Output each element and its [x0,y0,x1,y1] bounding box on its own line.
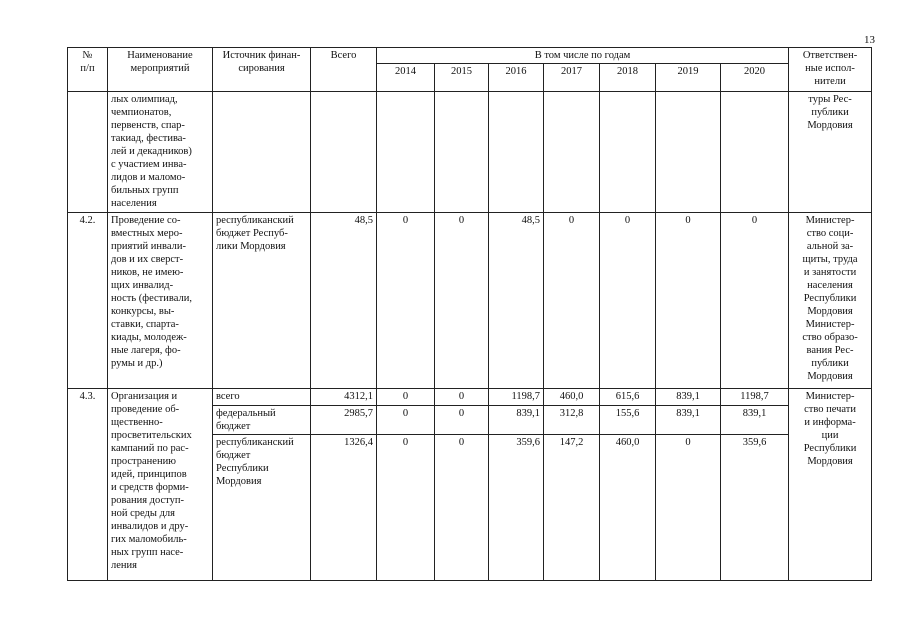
page-number: 13 [864,34,875,46]
responsible: Министер- ство соци- альной за- щиты, труда и занятости населения Республики Мордовия Министер- ство образо- вания Рес- публики Мордовия [789,213,872,389]
header-name: Наименование мероприятий [108,48,213,92]
measure-name: Организация и проведение об- щественно- просветительских кампаний по рас- пространению идей, принципов и средств форми- рования доступ- ной среды для инвалидов и дру- гих маломобиль- ных групп насе- ления [108,389,213,581]
year-value: 1198,7 [489,389,544,406]
year-value: 0 [600,213,656,389]
header-responsible: Ответствен- ные испол- нители [789,48,872,92]
year-value: 460,0 [544,389,600,406]
header-years-title: В том числе по годам [377,48,789,64]
year-value: 839,1 [656,389,721,406]
year-value: 0 [377,213,435,389]
funding-source: республиканский бюджет Респуб- лики Мордовия [213,213,311,389]
row-number: 4.2. [68,213,108,389]
funding-source: всего [213,389,311,406]
measure-name: Проведение со- вместных меро- приятий инвали- дов и их сверст- ников, не имею- щих инвалид- ность (фестивали, конкурсы, вы- ставки, спарта- киады, молодеж- ные лагеря, фо- румы и др.) [108,213,213,389]
year-value: 0 [435,213,489,389]
year-value: 0 [377,435,435,581]
year-value: 155,6 [600,406,656,435]
table-row-4-3 [68,389,872,406]
year-value: 48,5 [489,213,544,389]
year-value: 839,1 [721,406,789,435]
table-row-4-2 [68,213,872,389]
header-year: 2016 [489,64,544,92]
header-year: 2019 [656,64,721,92]
year-value: 312,8 [544,406,600,435]
year-value: 359,6 [721,435,789,581]
year-value: 0 [544,213,600,389]
total-value: 2985,7 [311,406,377,435]
header-year: 2015 [435,64,489,92]
header-row [68,48,872,64]
responsible: Министер- ство печати и информа- ции Республики Мордовия [789,389,872,581]
year-value: 0 [435,435,489,581]
total-value: 1326,4 [311,435,377,581]
year-value: 0 [656,435,721,581]
year-value: 0 [377,389,435,406]
year-value: 0 [721,213,789,389]
funding-source: республиканский бюджет Республики Мордовия [213,435,311,581]
year-value: 147,2 [544,435,600,581]
header-source: Источник финан- сирования [213,48,311,92]
year-value: 460,0 [600,435,656,581]
header-year: 2018 [600,64,656,92]
total-value: 4312,1 [311,389,377,406]
year-value: 0 [435,406,489,435]
measure-name: лых олимпиад, чемпионатов, первенств, спар- такиад, фестива- лей и декадников) с участием инва- лидов и маломо- бильных групп населения [108,92,213,213]
responsible: туры Рес- публики Мордовия [789,92,872,213]
header-year: 2014 [377,64,435,92]
year-value: 839,1 [489,406,544,435]
year-value: 1198,7 [721,389,789,406]
table-row-continued [68,92,872,213]
row-number: 4.3. [68,389,108,581]
year-value: 839,1 [656,406,721,435]
year-value: 0 [377,406,435,435]
header-no: № п/п [68,48,108,92]
year-value: 359,6 [489,435,544,581]
header-year: 2020 [721,64,789,92]
year-value: 0 [656,213,721,389]
year-value: 0 [435,389,489,406]
header-year: 2017 [544,64,600,92]
year-value: 615,6 [600,389,656,406]
program-table [67,47,872,581]
header-total: Всего [311,48,377,92]
funding-source: федеральный бюджет [213,406,311,435]
total-value: 48,5 [311,213,377,389]
